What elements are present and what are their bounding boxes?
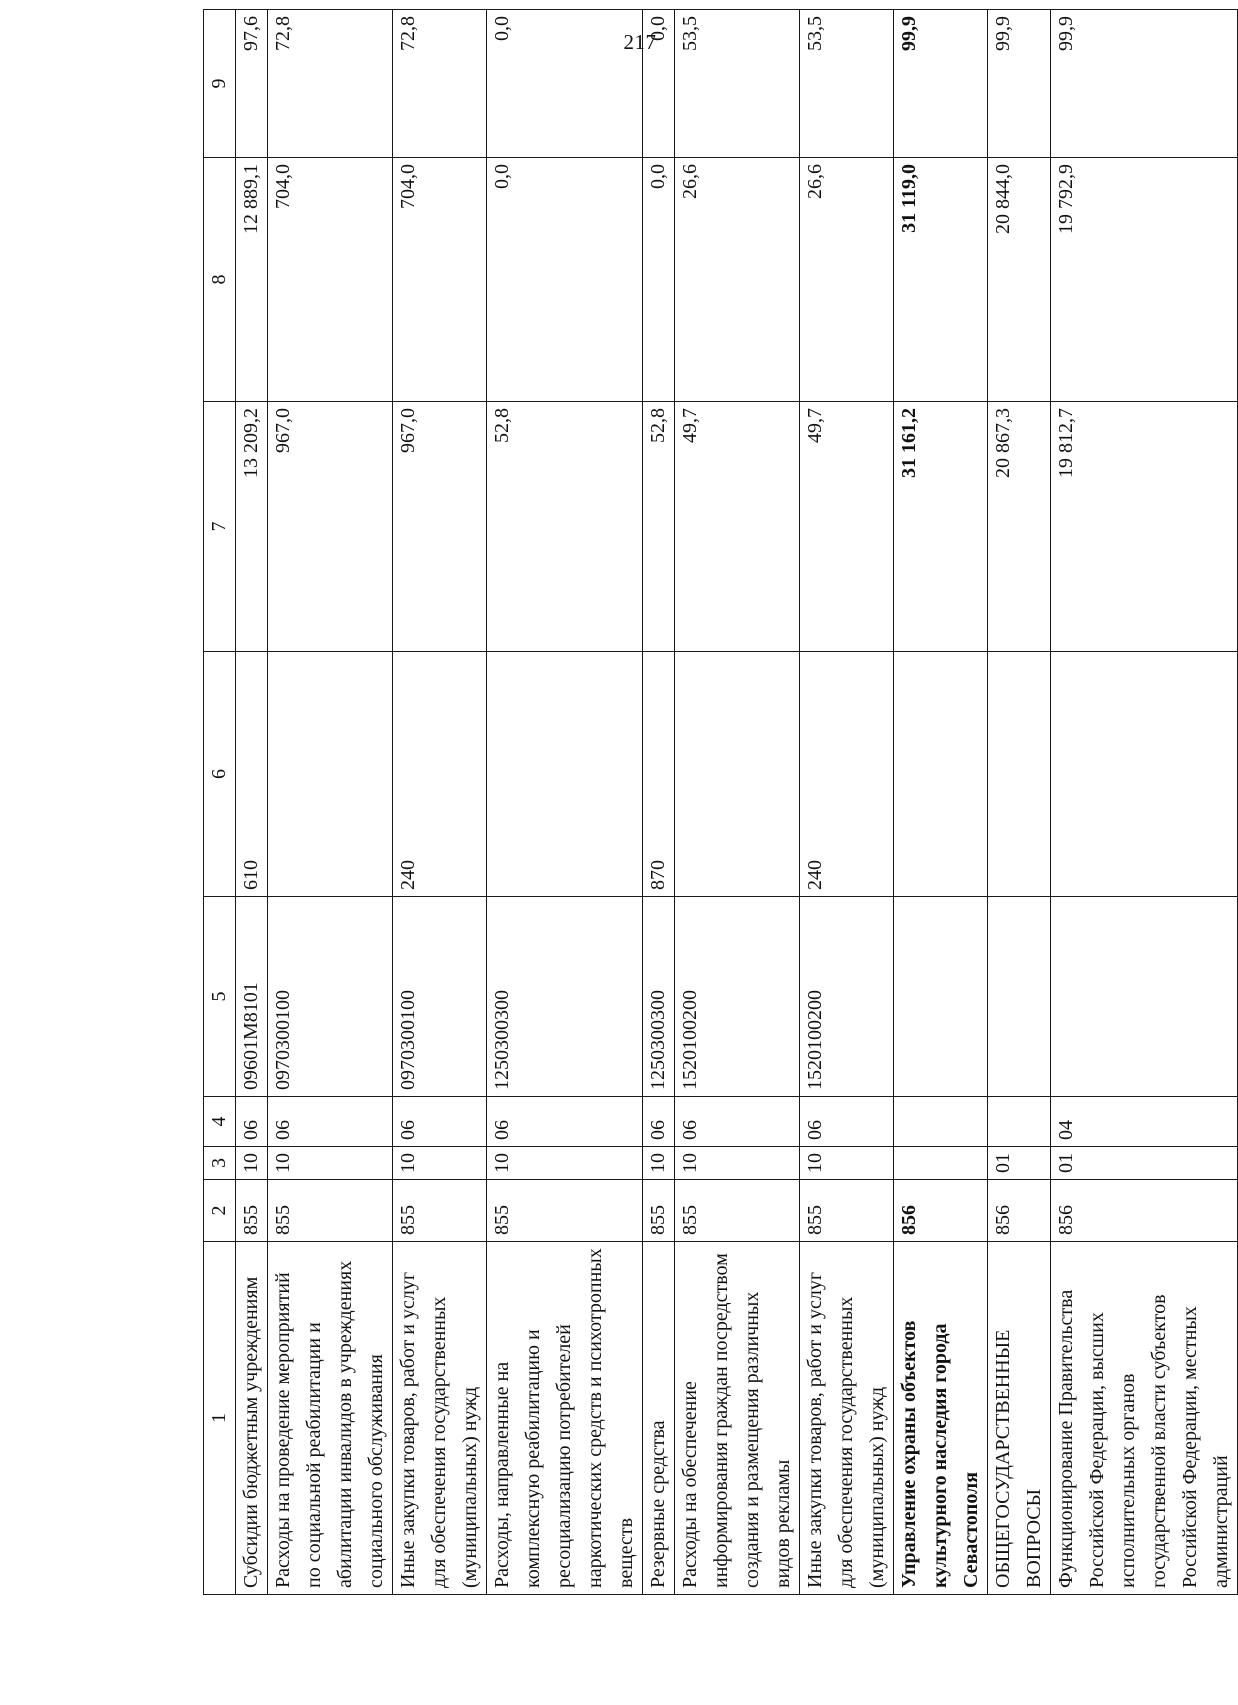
row-name-cell: Субсидии бюджетным учреждениям	[236, 1242, 268, 1595]
row-col5-cell	[1051, 897, 1238, 1097]
row-name-cell: ОБЩЕГОСУДАРСТВЕННЫЕ ВОПРОСЫ	[988, 1242, 1051, 1595]
row-col9-cell: 72,8	[393, 10, 487, 158]
row-name-cell: Расходы на проведение мероприятий по социальной реабилитации и абилитации инвалидов в учреждениях социального обслуживания	[268, 1242, 393, 1595]
row-col3-cell: 10	[236, 1147, 268, 1180]
row-col2-cell: 855	[643, 1180, 675, 1242]
row-col4-cell: 06	[487, 1097, 643, 1147]
table-row	[1051, 10, 1238, 1595]
table-row	[988, 10, 1051, 1595]
row-col3-cell: 10	[393, 1147, 487, 1180]
row-col4-cell: 06	[236, 1097, 268, 1147]
row-col5-cell: 09601М8101	[236, 897, 268, 1097]
row-col8-cell: 31 119,0	[894, 158, 988, 402]
row-col9-cell: 53,5	[675, 10, 800, 158]
table-row	[268, 10, 393, 1595]
row-col2-cell: 856	[988, 1180, 1051, 1242]
row-name-cell: Управление охраны объектов культурного наследия города Севастополя	[894, 1242, 988, 1595]
row-col8-cell: 20 844,0	[988, 158, 1051, 402]
row-col5-cell	[988, 897, 1051, 1097]
row-col7-cell: 52,8	[643, 402, 675, 652]
row-col7-cell: 967,0	[393, 402, 487, 652]
column-header-1: 1	[204, 1242, 236, 1595]
row-col3-cell: 01	[1051, 1147, 1238, 1180]
row-col7-cell: 967,0	[268, 402, 393, 652]
column-header-6: 6	[204, 652, 236, 897]
row-name-cell: Резервные средства	[643, 1242, 675, 1595]
column-header-7: 7	[204, 402, 236, 652]
column-header-5: 5	[204, 897, 236, 1097]
column-header-4: 4	[204, 1097, 236, 1147]
row-col2-cell: 856	[894, 1180, 988, 1242]
column-header-2: 2	[204, 1180, 236, 1242]
row-col6-cell: 870	[643, 652, 675, 897]
row-col9-cell: 0,0	[487, 10, 643, 158]
row-col5-cell	[894, 897, 988, 1097]
row-col9-cell: 0,0	[643, 10, 675, 158]
row-name-cell: Иные закупки товаров, работ и услуг для обеспечения государственных (муниципальных) нужд	[800, 1242, 894, 1595]
row-col7-cell: 19 812,7	[1051, 402, 1238, 652]
row-col4-cell	[894, 1097, 988, 1147]
row-col9-cell: 99,9	[894, 10, 988, 158]
row-col8-cell: 26,6	[675, 158, 800, 402]
row-col4-cell	[988, 1097, 1051, 1147]
table-row	[800, 10, 894, 1595]
row-col4-cell: 06	[393, 1097, 487, 1147]
row-name-cell: Функционирование Правительства Российской Федерации, высших исполнительных органов государственной власти субъектов Российской Федерации, местных администраций	[1051, 1242, 1238, 1595]
budget-table	[203, 9, 1238, 1595]
row-col4-cell: 06	[675, 1097, 800, 1147]
table-row	[894, 10, 988, 1595]
table-row	[236, 10, 268, 1595]
row-col3-cell: 10	[800, 1147, 894, 1180]
row-col7-cell: 49,7	[800, 402, 894, 652]
row-col6-cell	[1051, 652, 1238, 897]
row-col6-cell: 610	[236, 652, 268, 897]
row-col5-cell: 1250300300	[643, 897, 675, 1097]
table-row	[643, 10, 675, 1595]
row-col3-cell: 01	[988, 1147, 1051, 1180]
rotated-table-frame	[203, 10, 1232, 1595]
row-col8-cell: 19 792,9	[1051, 158, 1238, 402]
row-col7-cell: 31 161,2	[894, 402, 988, 652]
row-col6-cell	[487, 652, 643, 897]
row-col7-cell: 13 209,2	[236, 402, 268, 652]
row-col2-cell: 855	[487, 1180, 643, 1242]
row-col4-cell: 06	[643, 1097, 675, 1147]
row-name-cell: Иные закупки товаров, работ и услуг для обеспечения государственных (муниципальных) нужд	[393, 1242, 487, 1595]
row-col3-cell	[894, 1147, 988, 1180]
column-header-9: 9	[204, 10, 236, 158]
row-col6-cell: 240	[800, 652, 894, 897]
column-header-8: 8	[204, 158, 236, 402]
table-header-row	[204, 10, 236, 1595]
row-col3-cell: 10	[487, 1147, 643, 1180]
row-name-cell: Расходы, направленные на комплексную реабилитацию и ресоциализацию потребителей наркотических средств и психотропных веществ	[487, 1242, 643, 1595]
row-col3-cell: 10	[675, 1147, 800, 1180]
row-col8-cell: 26,6	[800, 158, 894, 402]
row-col9-cell: 72,8	[268, 10, 393, 158]
row-col3-cell: 10	[268, 1147, 393, 1180]
row-col4-cell: 04	[1051, 1097, 1238, 1147]
row-col6-cell	[988, 652, 1051, 897]
row-col2-cell: 855	[393, 1180, 487, 1242]
row-col8-cell: 0,0	[487, 158, 643, 402]
row-col5-cell: 0970300100	[268, 897, 393, 1097]
row-col2-cell: 855	[675, 1180, 800, 1242]
row-col5-cell: 1520100200	[675, 897, 800, 1097]
row-col9-cell: 97,6	[236, 10, 268, 158]
row-name-cell: Расходы на обеспечение информирования граждан посредством создания и размещения различных видов рекламы	[675, 1242, 800, 1595]
row-col6-cell	[268, 652, 393, 897]
row-col2-cell: 855	[800, 1180, 894, 1242]
row-col9-cell: 99,9	[1051, 10, 1238, 158]
row-col7-cell: 49,7	[675, 402, 800, 652]
row-col8-cell: 704,0	[268, 158, 393, 402]
row-col2-cell: 855	[268, 1180, 393, 1242]
row-col7-cell: 52,8	[487, 402, 643, 652]
row-col6-cell	[894, 652, 988, 897]
row-col9-cell: 53,5	[800, 10, 894, 158]
table-row	[393, 10, 487, 1595]
page-number: 217	[623, 30, 657, 54]
column-header-3: 3	[204, 1147, 236, 1180]
row-col4-cell: 06	[800, 1097, 894, 1147]
row-col4-cell: 06	[268, 1097, 393, 1147]
row-col8-cell: 12 889,1	[236, 158, 268, 402]
row-col2-cell: 855	[236, 1180, 268, 1242]
row-col2-cell: 856	[1051, 1180, 1238, 1242]
row-col8-cell: 0,0	[643, 158, 675, 402]
row-col5-cell: 0970300100	[393, 897, 487, 1097]
row-col6-cell	[675, 652, 800, 897]
row-col5-cell: 1520100200	[800, 897, 894, 1097]
row-col5-cell: 1250300300	[487, 897, 643, 1097]
table-row	[487, 10, 643, 1595]
row-col9-cell: 99,9	[988, 10, 1051, 158]
row-col7-cell: 20 867,3	[988, 402, 1051, 652]
table-body	[204, 10, 1238, 1595]
table-row	[675, 10, 800, 1595]
row-col3-cell: 10	[643, 1147, 675, 1180]
row-col6-cell: 240	[393, 652, 487, 897]
row-col8-cell: 704,0	[393, 158, 487, 402]
